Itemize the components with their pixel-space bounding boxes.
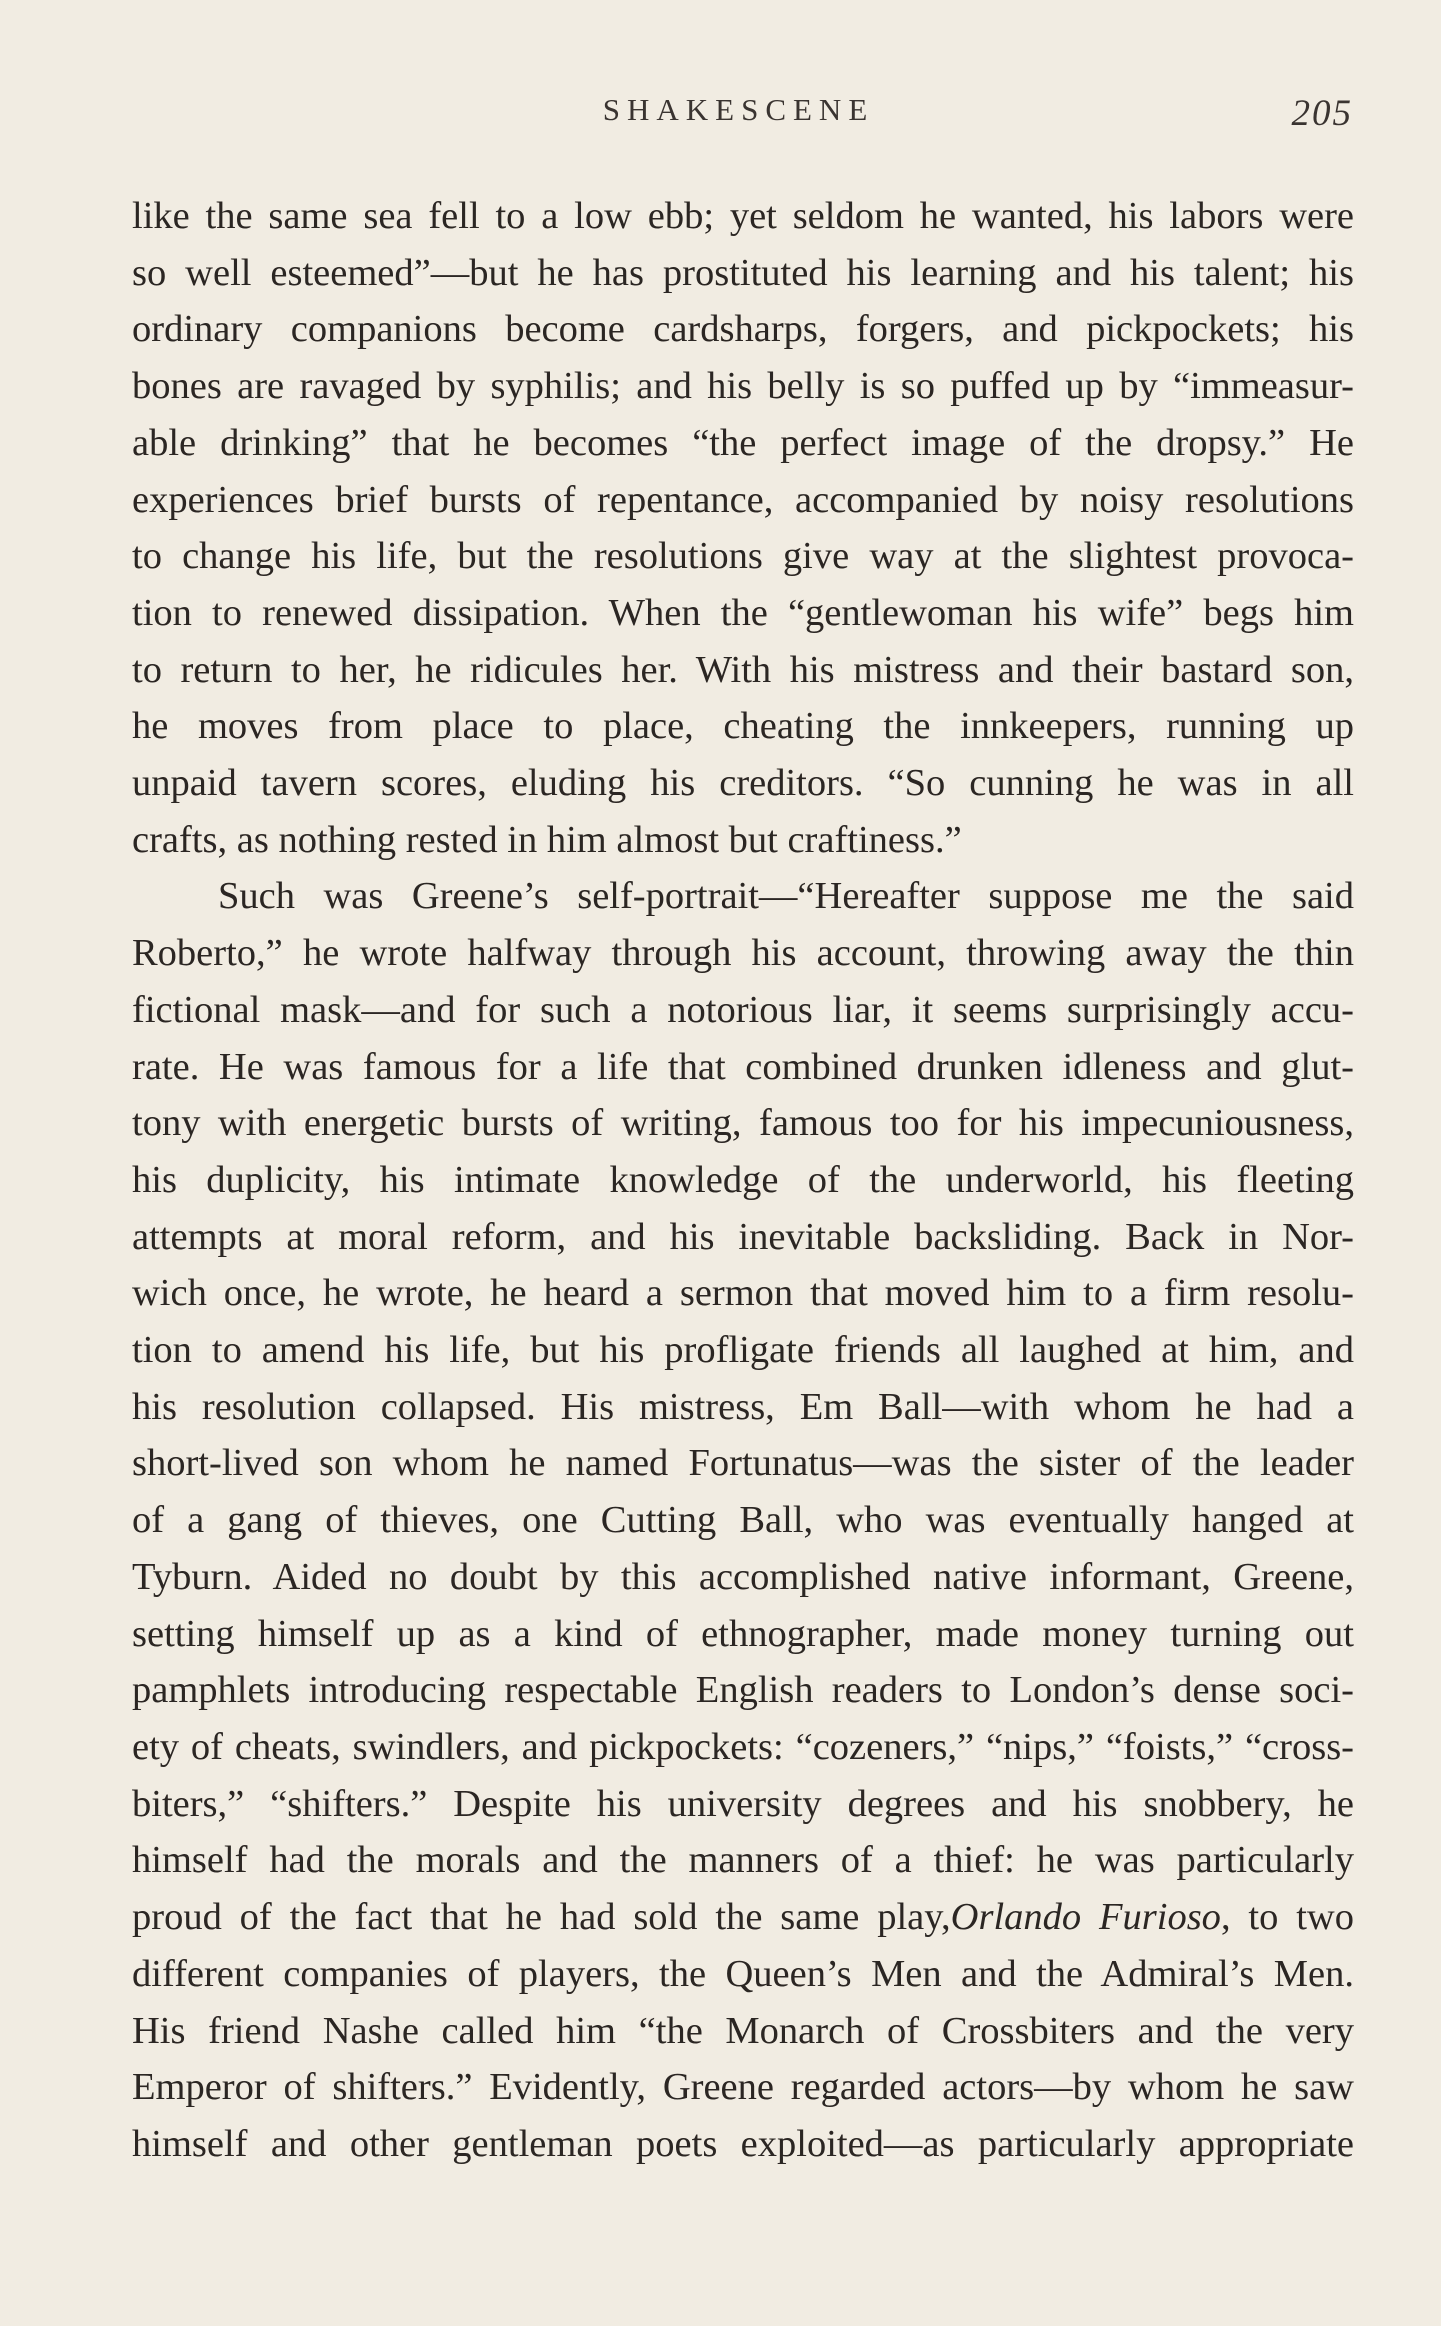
text-line: Such was Greene’s self-portrait—“Hereafter suppose me the said — [218, 875, 1354, 918]
text-line: wich once, he wrote, he heard a sermon that moved him to a firm resolu- — [132, 1272, 1354, 1315]
paragraph-1 — [132, 188, 1354, 868]
text-line: able drinking” that he becomes “the perfect image of the dropsy.” He — [132, 421, 1354, 464]
text-line: bones are ravaged by syphilis; and his belly is so puffed up by “immeasur- — [132, 365, 1354, 408]
text-line: his duplicity, his intimate knowledge of the underworld, his fleeting — [132, 1158, 1354, 1201]
text-line: to return to her, he ridicules her. With his mistress and their bastard son, — [132, 648, 1354, 691]
text-line: short-lived son whom he named Fortunatus—was the sister of the leader — [132, 1442, 1354, 1485]
text-line-with-title — [132, 1889, 1354, 1946]
text-line: tion to renewed dissipation. When the “gentlewoman his wife” begs him — [132, 591, 1354, 634]
text-line: Emperor of shifters.” Evidently, Greene regarded actors—by whom he saw — [132, 2066, 1354, 2109]
line-segment: , to two — [1220, 1896, 1354, 1939]
text-line: experiences brief bursts of repentance, accompanied by noisy resolutions — [132, 478, 1354, 521]
text-line: Tyburn. Aided no doubt by this accomplished native informant, Greene, — [132, 1555, 1354, 1598]
text-line: his resolution collapsed. His mistress, Em Ball—with whom he had a — [132, 1385, 1354, 1428]
play-title: Orlando Furioso — [950, 1896, 1221, 1939]
text-line: to change his life, but the resolutions give way at the slightest provoca- — [132, 535, 1354, 578]
text-line: biters,” “shifters.” Despite his university degrees and his snobbery, he — [132, 1782, 1354, 1825]
text-line: of a gang of thieves, one Cutting Ball, who was eventually hanged at — [132, 1499, 1354, 1542]
text-line: setting himself up as a kind of ethnographer, made money turning out — [132, 1612, 1354, 1655]
text-line: he moves from place to place, cheating the innkeepers, running up — [132, 705, 1354, 748]
text-line: pamphlets introducing respectable English readers to London’s dense soci- — [132, 1669, 1354, 1712]
running-head — [124, 92, 1353, 142]
page-number: 205 — [1291, 93, 1353, 134]
text-line: crafts, as nothing rested in him almost but craftiness.” — [132, 818, 962, 861]
text-line: himself and other gentleman poets exploited—as particularly appropriate — [132, 2122, 1354, 2165]
text-line: himself had the morals and the manners of a thief: he was particularly — [132, 1839, 1354, 1882]
text-line: like the same sea fell to a low ebb; yet seldom he wanted, his labors were — [132, 195, 1354, 237]
text-line: ordinary companions become cardsharps, forgers, and pickpockets; his — [132, 308, 1354, 351]
text-line: ety of cheats, swindlers, and pickpockets: “cozeners,” “nips,” “foists,” “cross- — [132, 1725, 1354, 1768]
text-line: attempts at moral reform, and his inevitable backsliding. Back in Nor- — [132, 1215, 1354, 1258]
running-title: SHAKESCENE — [602, 92, 875, 127]
body-text — [132, 188, 1354, 2173]
paragraph-2 — [132, 868, 1354, 2172]
text-line: tion to amend his life, but his profligate friends all laughed at him, and — [132, 1329, 1354, 1372]
text-line: so well esteemed”—but he has prostituted his learning and his talent; his — [132, 251, 1354, 294]
text-line: tony with energetic bursts of writing, famous too for his impecuniousness, — [132, 1102, 1354, 1145]
text-line: different companies of players, the Queen’s Men and the Admiral’s Men. — [132, 1952, 1354, 1995]
text-line: fictional mask—and for such a notorious liar, it seems surprisingly accu- — [132, 988, 1354, 1031]
text-line: Roberto,” he wrote halfway through his account, throwing away the thin — [132, 932, 1354, 975]
text-line: rate. He was famous for a life that combined drunken idleness and glut- — [132, 1045, 1354, 1088]
text-line: His friend Nashe called him “the Monarch of Crossbiters and the very — [132, 2009, 1354, 2052]
text-line: unpaid tavern scores, eluding his creditors. “So cunning he was in all — [132, 762, 1354, 805]
line-segment: proud of the fact that he had sold the same play, — [132, 1896, 951, 1939]
